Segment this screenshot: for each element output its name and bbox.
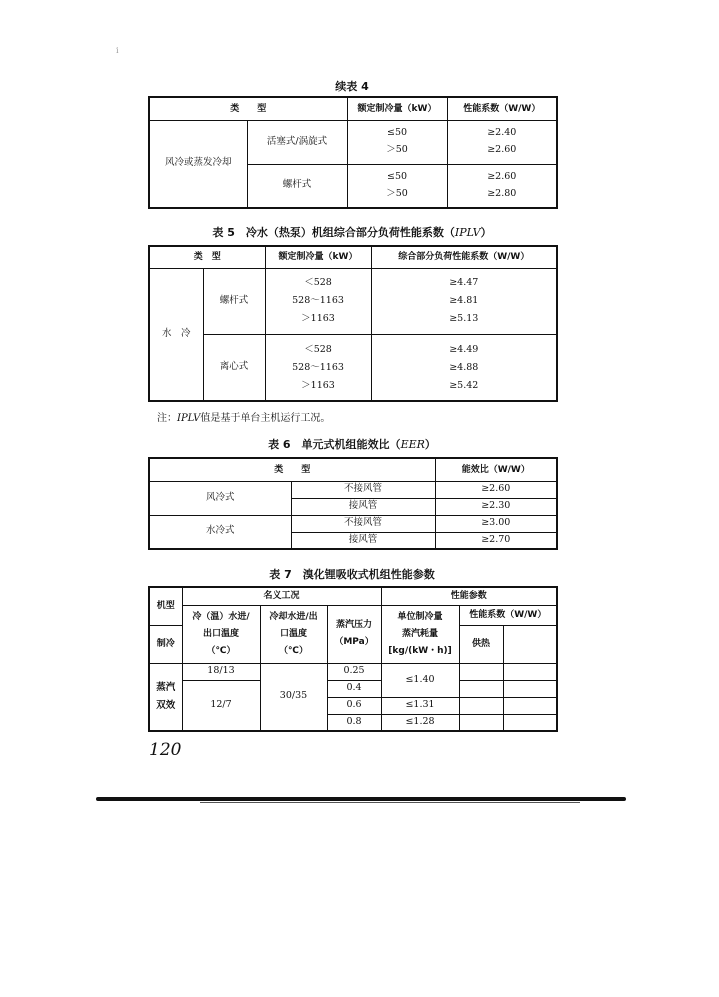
bottom-rule bbox=[96, 797, 626, 801]
table4-capacity-cell: ≤50 ＞50 bbox=[347, 164, 447, 208]
table7-consumption-cell: ≤1.40 bbox=[381, 663, 459, 697]
table7-chilled-cell: 18/13 bbox=[182, 663, 260, 680]
table7-empty-cell bbox=[503, 697, 557, 714]
table6-eer-cell: ≥2.30 bbox=[435, 498, 557, 515]
table5-type-cell: 离心式 bbox=[203, 335, 265, 401]
table7-pressure-cell: 0.4 bbox=[327, 680, 381, 697]
table4-type-cell: 螺杆式 bbox=[247, 164, 347, 208]
table5-iplv-cell: ≥4.47 ≥4.81 ≥5.13 bbox=[371, 268, 557, 334]
table5-capacity-cell: ＜528 528～1163 ＞1163 bbox=[265, 335, 371, 401]
table6-header-type: 类 型 bbox=[149, 458, 435, 481]
table4-cop-cell: ≥2.60 ≥2.80 bbox=[447, 164, 557, 208]
table7-header-nominal: 名义工况 bbox=[182, 587, 381, 605]
table7 bbox=[148, 586, 558, 732]
table6-header-eer: 能效比（W/W） bbox=[435, 458, 557, 481]
table7-header-steam-consumption: 单位制冷量 蒸汽耗量 [kg/(kW・h)] bbox=[381, 605, 459, 663]
table4-header-cop: 性能系数（W/W） bbox=[447, 97, 557, 120]
table7-header-heating-mode: 供热 bbox=[459, 625, 503, 663]
table5-type-cell: 螺杆式 bbox=[203, 268, 265, 334]
table4-group: 风冷或蒸发冷却 bbox=[149, 120, 247, 208]
table6-sub-cell: 接风管 bbox=[291, 498, 435, 515]
table6-eer-cell: ≥2.70 bbox=[435, 532, 557, 549]
table7-model-cell: 蒸汽 双效 bbox=[149, 663, 182, 731]
table6-sub-cell: 不接风管 bbox=[291, 481, 435, 498]
table6-sub-cell: 不接风管 bbox=[291, 515, 435, 532]
table6-group: 风冷式 bbox=[149, 481, 291, 515]
table4-header-capacity: 额定制冷量（kW） bbox=[347, 97, 447, 120]
table6-sub-cell: 接风管 bbox=[291, 532, 435, 549]
table7-header-cooling-water: 冷却水进/出 口温度 （℃） bbox=[260, 605, 327, 663]
table5-iplv-cell: ≥4.49 ≥4.88 ≥5.42 bbox=[371, 335, 557, 401]
table6-caption: 表 6 单元式机组能效比（EER） bbox=[268, 438, 436, 451]
table6 bbox=[148, 457, 558, 550]
table4-caption: 续表 4 bbox=[335, 80, 369, 93]
table5-capacity-cell: ＜528 528～1163 ＞1163 bbox=[265, 268, 371, 334]
table4-header-type: 类 型 bbox=[149, 97, 347, 120]
table7-empty-cell bbox=[459, 697, 503, 714]
table7-header-performance: 性能参数 bbox=[381, 587, 557, 605]
bottom-rule-thin bbox=[200, 802, 580, 803]
table7-header-cop: 性能系数（W/W） bbox=[459, 605, 557, 625]
table6-eer-cell: ≥2.60 bbox=[435, 481, 557, 498]
table5-header-iplv: 综合部分负荷性能系数（W/W） bbox=[371, 246, 557, 268]
table7-header-model: 机型 bbox=[149, 587, 182, 625]
table7-empty-cell bbox=[459, 680, 503, 697]
table7-header-steam-pressure: 蒸汽压力 （MPa） bbox=[327, 605, 381, 663]
table6-eer-cell: ≥3.00 bbox=[435, 515, 557, 532]
table4-cop-cell: ≥2.40 ≥2.60 bbox=[447, 120, 557, 164]
page-number: 120 bbox=[149, 740, 182, 760]
table7-empty-cell bbox=[503, 714, 557, 731]
table5-header-capacity: 额定制冷量（kW） bbox=[265, 246, 371, 268]
table6-group: 水冷式 bbox=[149, 515, 291, 549]
table7-pressure-cell: 0.6 bbox=[327, 697, 381, 714]
table7-consumption-cell: ≤1.31 bbox=[381, 697, 459, 714]
table4-capacity-cell: ≤50 ＞50 bbox=[347, 120, 447, 164]
table5-note: 注：IPLV值是基于单台主机运行工况。 bbox=[157, 413, 331, 424]
table7-header-chilled-water: 冷（温）水进/ 出口温度 （℃） bbox=[182, 605, 260, 663]
table5-caption: 表 5 冷水（热泵）机组综合部分负荷性能系数（IPLV） bbox=[212, 226, 492, 239]
corner-mark: ⅰ bbox=[116, 46, 119, 55]
table7-cooling-cell: 30/35 bbox=[260, 663, 327, 731]
table7-empty-cell bbox=[459, 663, 503, 680]
table7-pressure-cell: 0.25 bbox=[327, 663, 381, 680]
table7-empty-cell bbox=[503, 663, 557, 680]
table5-header-type: 类 型 bbox=[149, 246, 265, 268]
table5-group: 水 冷 bbox=[149, 268, 203, 401]
table7-consumption-cell: ≤1.28 bbox=[381, 714, 459, 731]
table7-empty-cell bbox=[503, 680, 557, 697]
table7-chilled-cell: 12/7 bbox=[182, 680, 260, 731]
table5 bbox=[148, 245, 558, 402]
table7-empty-cell bbox=[459, 714, 503, 731]
table4 bbox=[148, 96, 558, 209]
table7-header-cooling-mode: 制冷 bbox=[149, 625, 182, 663]
table7-caption: 表 7 溴化锂吸收式机组性能参数 bbox=[269, 568, 435, 581]
table7-pressure-cell: 0.8 bbox=[327, 714, 381, 731]
table4-type-cell: 活塞式/涡旋式 bbox=[247, 120, 347, 164]
